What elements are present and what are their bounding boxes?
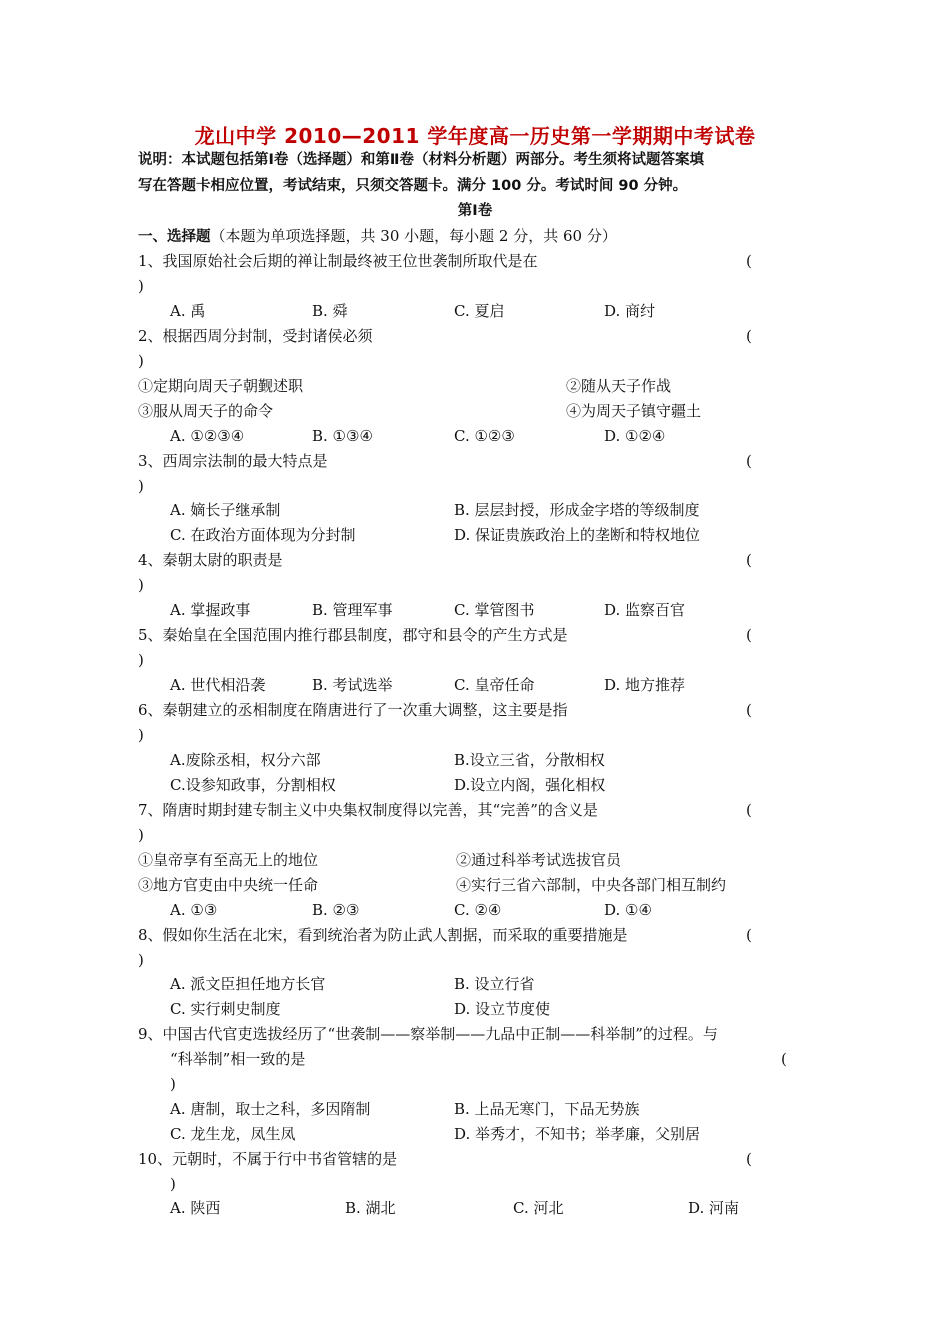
answer-paren-open: (	[746, 551, 752, 569]
option-d: D. ①④	[604, 901, 652, 919]
answer-paren-close: )	[138, 951, 144, 969]
option-c: C.设参知政事，分割相权	[170, 776, 336, 794]
question-stem: 10、元朝时，不属于行中书省管辖的是	[138, 1150, 398, 1168]
statement-item: ③服从周天子的命令	[138, 402, 274, 420]
question-stem: 9、中国古代官吏选拔经历了“世袭制——察举制——九品中正制——科举制”的过程。与	[138, 1025, 718, 1043]
section-title: 第Ⅰ卷	[457, 203, 493, 219]
answer-paren-close: )	[138, 726, 144, 744]
statement-item: ②通过科举考试选拔官员	[456, 851, 622, 869]
option-c: C. ①②③	[454, 427, 515, 445]
option-a: A. 掌握政事	[170, 601, 251, 619]
option-a: A. 派文臣担任地方长官	[170, 975, 326, 993]
option-b: B. 管理军事	[312, 601, 393, 619]
question-stem-continued: “科举制”相一致的是	[170, 1050, 306, 1068]
answer-paren-close: )	[138, 651, 144, 669]
answer-paren-open: (	[746, 701, 752, 719]
question-stem: 5、秦始皇在全国范围内推行郡县制度，郡守和县令的产生方式是	[138, 626, 568, 644]
answer-paren-close: )	[170, 1175, 176, 1193]
option-a: A. 唐制，取士之科，多因隋制	[170, 1100, 371, 1118]
question-stem: 1、我国原始社会后期的禅让制最终被王位世袭制所取代是在	[138, 252, 538, 270]
part-heading-note: （本题为单项选择题，共 30 小题，每小题 2 分，共 60 分）	[210, 227, 617, 245]
statement-item: ④实行三省六部制，中央各部门相互制约	[456, 876, 727, 894]
option-d: D. 监察百官	[604, 601, 686, 619]
option-a: A. ①②③④	[170, 427, 245, 445]
answer-paren-close: )	[170, 1075, 176, 1093]
answer-paren-open: (	[746, 801, 752, 819]
option-d: D. 保证贵族政治上的垄断和特权地位	[454, 526, 701, 544]
option-d: D. 地方推荐	[604, 676, 686, 694]
option-b: B. 舜	[312, 302, 348, 320]
option-c: C. 河北	[513, 1199, 564, 1217]
exam-title: 龙山中学 2010—2011 学年度高一历史第一学期期中考试卷	[194, 124, 756, 148]
answer-paren-open: (	[746, 452, 752, 470]
statement-item: ①定期向周天子朝觐述职	[138, 377, 304, 395]
statement-item: ③地方官吏由中央统一任命	[138, 876, 319, 894]
option-b: B. 湖北	[345, 1199, 396, 1217]
option-d: D. ①②④	[604, 427, 666, 445]
option-d: D. 河南	[688, 1199, 740, 1217]
instructions-line-1: 说明：本试题包括第Ⅰ卷（选择题）和第Ⅱ卷（材料分析题）两部分。考生须将试题答案填	[138, 152, 704, 168]
option-a: A.废除丞相，权分六部	[170, 751, 321, 769]
option-c: C. 掌管图书	[454, 601, 535, 619]
option-b: B. 上品无寒门，下品无势族	[454, 1100, 640, 1118]
option-a: A. 陕西	[170, 1199, 221, 1217]
statement-item: ①皇帝享有至高无上的地位	[138, 851, 319, 869]
answer-paren-close: )	[138, 576, 144, 594]
answer-paren-open: (	[781, 1050, 787, 1068]
option-c: C. 皇帝任命	[454, 676, 535, 694]
option-d: D.设立内阁，强化相权	[454, 776, 606, 794]
question-stem: 7、隋唐时期封建专制主义中央集权制度得以完善，其“完善”的含义是	[138, 801, 598, 819]
option-b: B. ①③④	[312, 427, 373, 445]
option-c: C. 实行刺史制度	[170, 1000, 281, 1018]
answer-paren-close: )	[138, 352, 144, 370]
question-stem: 8、假如你生活在北宋，看到统治者为防止武人割据，而采取的重要措施是	[138, 926, 628, 944]
statement-item: ②随从天子作战	[566, 377, 672, 395]
question-stem: 4、秦朝太尉的职责是	[138, 551, 283, 569]
option-b: B. ②③	[312, 901, 360, 919]
answer-paren-open: (	[746, 252, 752, 270]
question-stem: 2、根据西周分封制，受封诸侯必须	[138, 327, 373, 345]
answer-paren-open: (	[746, 1150, 752, 1168]
answer-paren-close: )	[138, 277, 144, 295]
option-c: C. 夏启	[454, 302, 505, 320]
option-b: B.设立三省，分散相权	[454, 751, 605, 769]
option-d: D. 举秀才，不知书；举孝廉，父别居	[454, 1125, 701, 1143]
answer-paren-close: )	[138, 477, 144, 495]
part-heading	[138, 226, 617, 247]
option-a: A. 世代相沿袭	[170, 676, 266, 694]
part-heading-label: 一、选择题	[138, 229, 211, 245]
question-stem: 6、秦朝建立的丞相制度在隋唐进行了一次重大调整，这主要是指	[138, 701, 568, 719]
option-c: C. ②④	[454, 901, 502, 919]
option-a: A. ①③	[170, 901, 218, 919]
statement-item: ④为周天子镇守疆土	[566, 402, 702, 420]
question-stem: 3、西周宗法制的最大特点是	[138, 452, 328, 470]
option-d: D. 设立节度使	[454, 1000, 551, 1018]
option-b: B. 考试选举	[312, 676, 393, 694]
option-c: C. 龙生龙，凤生凤	[170, 1125, 296, 1143]
option-c: C. 在政治方面体现为分封制	[170, 526, 356, 544]
instructions-line-2: 写在答题卡相应位置，考试结束，只须交答题卡。满分 100 分。考试时间 90 分钟。	[138, 178, 688, 194]
option-d: D. 商纣	[604, 302, 656, 320]
option-b: B. 设立行省	[454, 975, 535, 993]
answer-paren-open: (	[746, 626, 752, 644]
answer-paren-close: )	[138, 826, 144, 844]
answer-paren-open: (	[746, 327, 752, 345]
answer-paren-open: (	[746, 926, 752, 944]
option-a: A. 嫡长子继承制	[170, 501, 281, 519]
option-a: A. 禹	[170, 302, 206, 320]
option-b: B. 层层封授，形成金字塔的等级制度	[454, 501, 700, 519]
